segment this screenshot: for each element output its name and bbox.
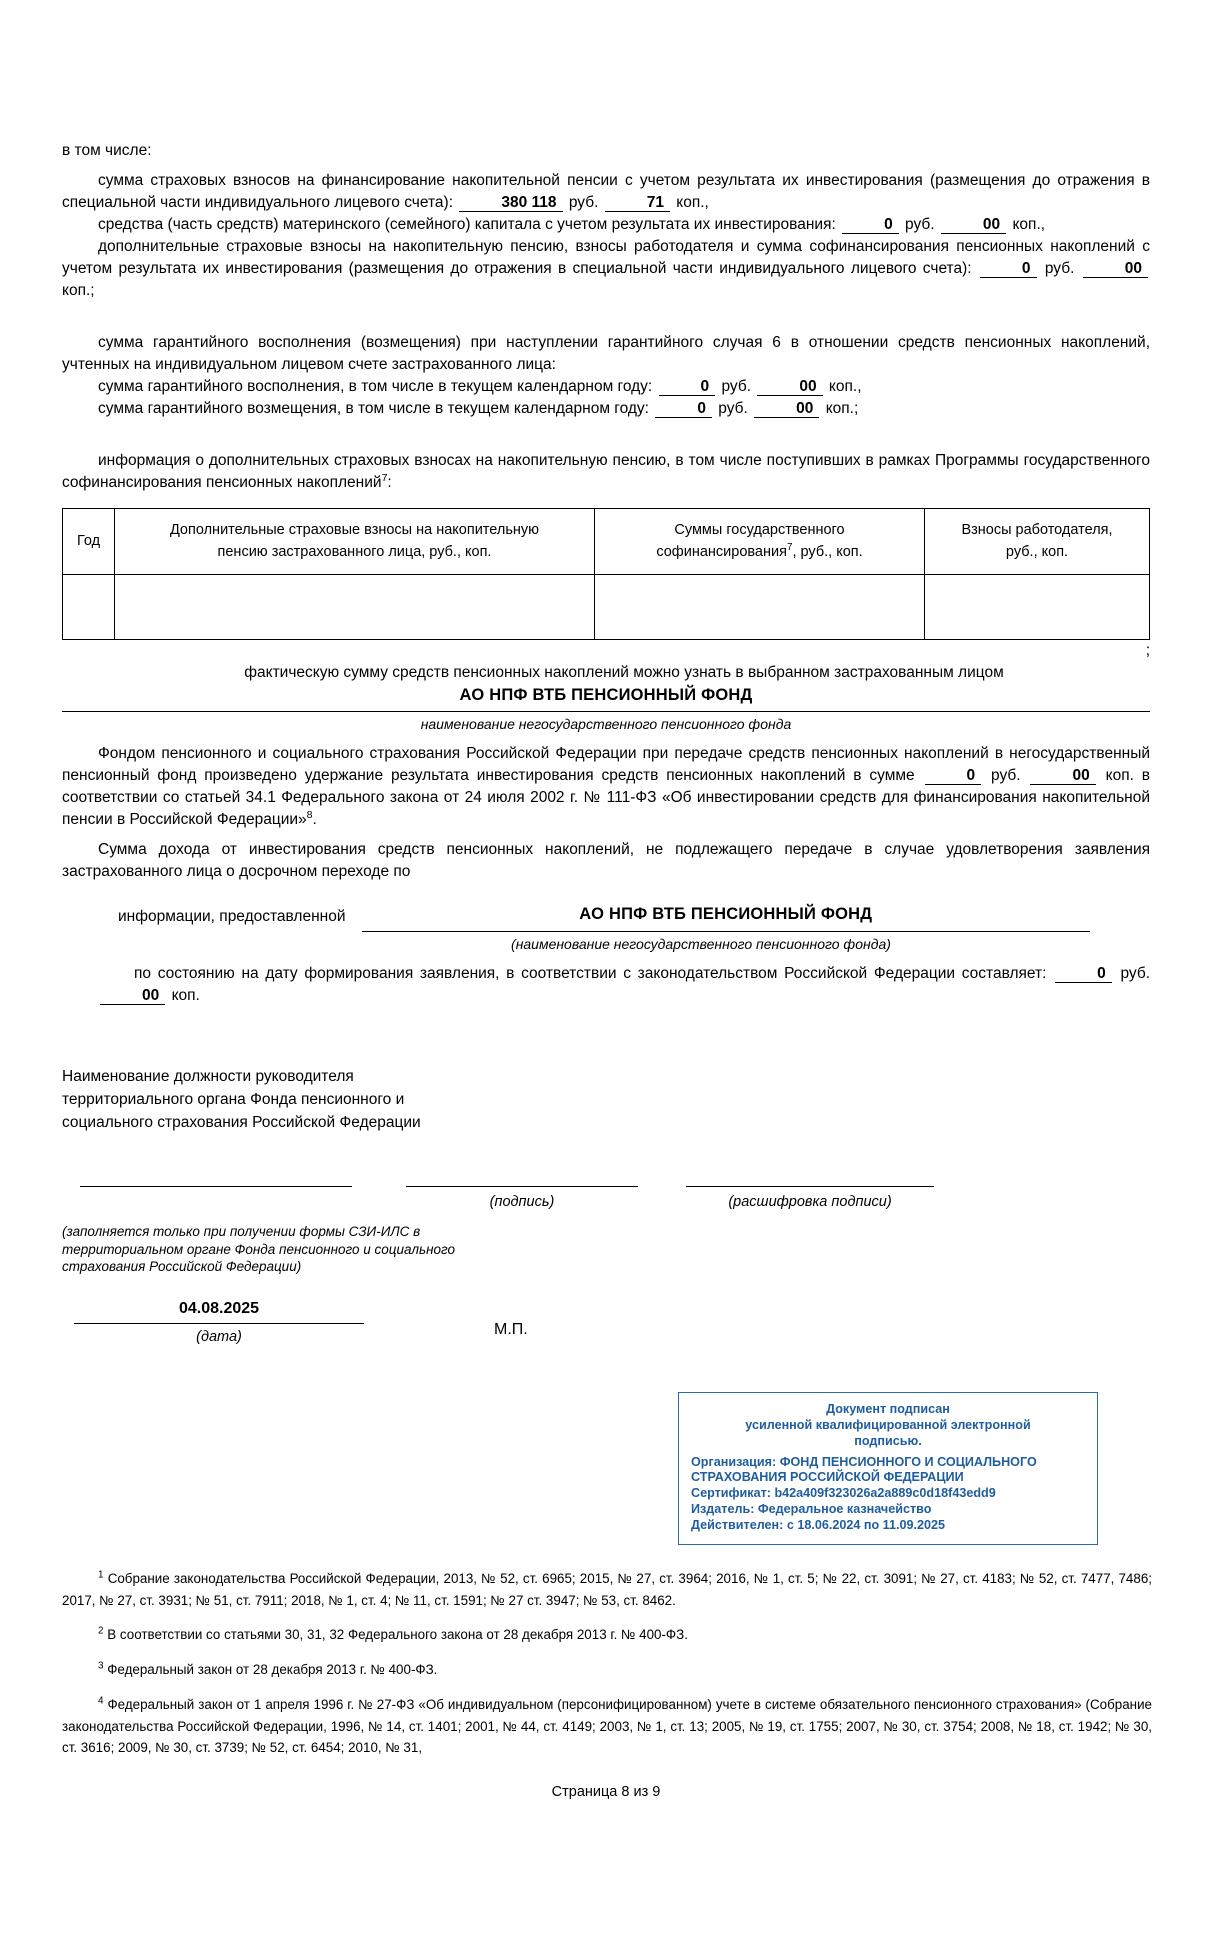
date-row [62, 1298, 1150, 1347]
guarantee-replenishment-kop-label: коп., [828, 378, 862, 395]
fund-name-secondary-caption: (наименование негосударственного пенсионного фонда) [511, 935, 891, 952]
paragraph-guarantee-compensation [62, 398, 1150, 420]
table-header-extra-contributions [115, 509, 595, 575]
table-header-employer-line2: руб., коп. [1005, 544, 1069, 561]
footnote-marker: 4 [98, 1695, 104, 1707]
guarantee-compensation-kop: 00 [754, 400, 819, 418]
signature-position-field[interactable] [80, 1186, 352, 1213]
footnote-marker: 1 [98, 1569, 104, 1581]
contributions-lead-text: информация о дополнительных страховых взносах на накопительную пенсию, в том числе поступивших в рамках Программы государственного софинансирования пенсионных накоплений [62, 452, 1150, 491]
table-header-row [63, 509, 1150, 575]
signature-caption: (подпись) [489, 1194, 555, 1211]
withholding-footnote-ref: 8 [306, 809, 313, 822]
fund-name-secondary: АО НПФ ВТБ ПЕНСИОННЫЙ ФОНД [362, 903, 1091, 931]
fineprint-note [62, 1223, 1150, 1276]
income-rub-label: руб. [1120, 964, 1151, 982]
withholding-text-part2: в соответствии со статьей 34.1 Федерального закона от 24 июля 2002 г. № 111-ФЗ «Об инвестировании средств для финансирования накопительной пенсии в Российской Федерации» [62, 767, 1151, 829]
income-kop-label: коп. [171, 986, 200, 1004]
paragraph-guarantee-lead: сумма гарантийного восполнения (возмещения) при наступлении гарантийного случая 6 в отношении средств пенсионных накоплений, учтенных на индивидуальном лицевом счете застрахованного лица: [62, 334, 1150, 373]
table-cell-employer [925, 574, 1150, 639]
guarantee-replenishment-label: сумма гарантийного восполнения, в том числе в текущем календарном году: [98, 378, 653, 395]
maternity-kop-value: 00 [941, 216, 1006, 234]
withholding-kop-value: 00 [1030, 767, 1095, 785]
maternity-rub-value: 0 [842, 216, 899, 234]
estamp-body [691, 1455, 1085, 1534]
income-rub-value: 0 [1055, 965, 1112, 983]
estamp-issuer: Издатель: Федеральное казначейство [691, 1502, 932, 1517]
footnote-text: Федеральный закон от 28 декабря 2013 г. № 400-ФЗ. [107, 1662, 438, 1678]
estamp-validity: Действителен: с 18.06.2024 по 11.09.2025 [691, 1518, 946, 1533]
fund-name-primary-caption: наименование негосударственного пенсионного фонда [420, 716, 792, 733]
signature-position-caption [80, 1187, 352, 1213]
actual-sum-sentence: фактическую сумму средств пенсионных накоплений можно узнать в выбранном застрахованным лицом [244, 663, 1004, 681]
provided-info-row [62, 903, 1150, 931]
footnotes-section [62, 1568, 1152, 1772]
table-cell-extra [115, 574, 595, 639]
guarantee-compensation-kop-label: коп.; [825, 400, 859, 417]
withholding-rub-value: 0 [925, 767, 982, 785]
estamp-organization-line1: Организация: ФОНД ПЕНСИОННОГО И СОЦИАЛЬНОГО [691, 1454, 1037, 1469]
seal-mark: М.П. [494, 1320, 528, 1338]
guarantee-compensation-label: сумма гарантийного возмещения, в том числе в текущем календарном году: [98, 400, 649, 417]
withholding-text-end: . [312, 811, 317, 829]
insurance-kop-label: коп., [676, 194, 709, 211]
paragraph-income-lead: Сумма дохода от инвестирования средств пенсионных накоплений, не подлежащего передаче в случае удовлетворения заявления застрахованного лица о досрочном переходе по [62, 841, 1150, 881]
fineprint-line2: территориальном органе Фонда пенсионного и социального [62, 1241, 456, 1257]
guarantee-replenishment-rub-label: руб. [721, 378, 752, 395]
signatory-title [62, 1065, 1150, 1135]
footnote-text: Собрание законодательства Российской Федерации, 2013, № 52, ст. 6965; 2015, № 27, ст. 3964; 2016, № 1, ст. 5; № 22, ст. 3091; № 27, ст. 4183; № 52, ст. 7477, 7486; 2017, № 27, ст. 3931; № 51, ст. 7911; 2018, № 1, ст. 4; № 11, ст. 1591; № 27 ст. 3947; № 53, ст. 8462. [62, 1571, 1152, 1608]
date-value: 04.08.2025 [74, 1298, 364, 1324]
paragraph-maternity-capital [62, 214, 1150, 236]
additional-rub-label: руб. [1044, 260, 1075, 277]
date-caption: (дата) [196, 1329, 242, 1346]
signature-transcript-field[interactable] [686, 1186, 934, 1213]
income-kop-value: 00 [100, 987, 165, 1005]
contributions-lead-colon: : [387, 474, 392, 491]
income-amount-text: по состоянию на дату формирования заявления, в соответствии с законодательством Российской Федерации составляет: [134, 964, 1047, 982]
table-header-extra-line2: пенсию застрахованного лица, руб., коп. [217, 544, 492, 561]
contributions-table [62, 508, 1150, 640]
paragraph-additional-contributions [62, 236, 1150, 302]
table-header-cofin-footnote-ref: 7 [786, 542, 793, 554]
footnote-item [62, 1694, 1152, 1759]
withholding-rub-label: руб. [991, 767, 1021, 785]
footnote-marker: 3 [98, 1660, 104, 1672]
insurance-rub-label: руб. [568, 194, 599, 211]
guarantee-compensation-rub: 0 [655, 400, 712, 418]
table-cell-year [63, 574, 115, 639]
estamp-heading-line1: Документ подписан [826, 1402, 950, 1416]
estamp-certificate: Сертификат: b42a409f323026a2a889c0d18f43edd9 [691, 1486, 996, 1501]
table-header-employer-line1: Взносы работодателя, [961, 522, 1113, 538]
insurance-contributions-text: сумма страховых взносов на финансирование накопительной пенсии с учетом результата их инвестирования (размещения до отражения в специальной части индивидуального лицевого счета): [62, 172, 1150, 211]
paragraph-withholding [62, 743, 1150, 831]
including-label: в том числе: [62, 142, 152, 159]
fineprint-line1: (заполняется только при получении формы СЗИ-ИЛС в [62, 1223, 421, 1239]
signatory-title-line3: социального страхования Российской Федерации [62, 1114, 421, 1132]
withholding-kop-label: коп. [1105, 767, 1134, 785]
electronic-signature-stamp [678, 1392, 1098, 1545]
estamp-organization-line2: СТРАХОВАНИЯ РОССИЙСКОЙ ФЕДЕРАЦИИ [691, 1470, 964, 1485]
signature-row [62, 1186, 1150, 1213]
additional-contributions-text: дополнительные страховые взносы на накопительную пенсию, взносы работодателя и сумма софинансирования пенсионных накоплений с учетом результата их инвестирования (размещения до отражения в специальной части индивидуального лицевого счета): [62, 238, 1150, 277]
withholding-text-part1: Фондом пенсионного и социального страхования Российской Федерации при передаче средств пенсионных накоплений в негосударственный пенсионный фонд произведено удержание результата инвестирования средств пенсионных накоплений в сумме [62, 745, 1150, 785]
fund-name-secondary-wrap [362, 903, 1091, 931]
table-header-cofinancing [595, 509, 925, 575]
signatory-title-line1: Наименование должности руководителя [62, 1067, 354, 1085]
fineprint-line3: страхования Российской Федерации) [62, 1259, 302, 1275]
signatory-title-line2: территориального органа Фонда пенсионного и [62, 1090, 405, 1108]
footnote-text: Федеральный закон от 1 апреля 1996 г. № 27-ФЗ «Об индивидуальном (персонифицированном) учете в системе обязательного пенсионного страхования» (Собрание законодательства Российской Федерации, 1996, № 14, ст. 1401; 2001, № 44, ст. 4149; 2003, № 1, ст. 13; 2005, № 19, ст. 1755; 2007, № 30, ст. 3754; 2008, № 18, ст. 1942; № 30, ст. 3616; 2009, № 30, ст. 3739; № 52, ст. 6454; 2010, № 31, [62, 1696, 1152, 1756]
additional-rub-value: 0 [980, 260, 1037, 278]
provided-info-label: информации, предоставленной [118, 907, 346, 925]
maternity-rub-label: руб. [905, 216, 935, 233]
contributions-lead-footnote-ref: 7 [381, 471, 388, 484]
signature-transcript-caption: (расшифровка подписи) [728, 1194, 892, 1211]
footnote-item [62, 1624, 1152, 1646]
footnote-item [62, 1568, 1152, 1611]
estamp-heading-line3: подписью. [854, 1433, 922, 1448]
table-header-cofin-line2a: софинансирования [656, 544, 787, 561]
table-header-extra-line1: Дополнительные страховые взносы на накопительную [169, 522, 540, 538]
table-header-year: Год [63, 509, 115, 575]
footnote-item [62, 1659, 1152, 1681]
estamp-heading-line2: усиленной квалифицированной электронной [745, 1417, 1031, 1432]
estamp-heading [691, 1402, 1085, 1450]
maternity-capital-text: средства (часть средств) материнского (семейного) капитала с учетом результата их инвестирования: [98, 216, 836, 233]
table-cell-cofin [595, 574, 925, 639]
date-field[interactable] [74, 1298, 364, 1347]
table-header-cofin-line2b: , руб., коп. [792, 544, 863, 561]
fund-name-primary: АО НПФ ВТБ ПЕНСИОННЫЙ ФОНД [62, 684, 1150, 712]
trailing-semicolon: ; [1145, 641, 1150, 659]
guarantee-compensation-rub-label: руб. [718, 400, 748, 417]
paragraph-guarantee-replenishment [62, 376, 1150, 398]
signature-field[interactable] [406, 1186, 638, 1213]
additional-kop-label: коп.; [62, 282, 95, 299]
maternity-kop-label: коп., [1012, 216, 1046, 233]
insurance-kop-value: 71 [605, 194, 670, 212]
guarantee-replenishment-rub: 0 [659, 378, 716, 396]
footnote-text: В соответствии со статьями 30, 31, 32 Федерального закона от 28 декабря 2013 г. № 400-ФЗ. [107, 1627, 688, 1643]
guarantee-replenishment-kop: 00 [757, 378, 822, 396]
page-footer: Страница 8 из 9 [551, 1784, 661, 1800]
table-header-cofin-line1: Суммы государственного [674, 522, 845, 538]
paragraph-insurance-contributions [62, 170, 1150, 214]
paragraph-contributions-table-lead [62, 450, 1150, 494]
additional-kop-value: 00 [1083, 260, 1148, 278]
paragraph-income-amount [62, 963, 1150, 1007]
insurance-rub-value: 380 118 [459, 194, 562, 212]
table-header-employer [925, 509, 1150, 575]
footnote-marker: 2 [98, 1625, 104, 1637]
table-row [63, 574, 1150, 639]
